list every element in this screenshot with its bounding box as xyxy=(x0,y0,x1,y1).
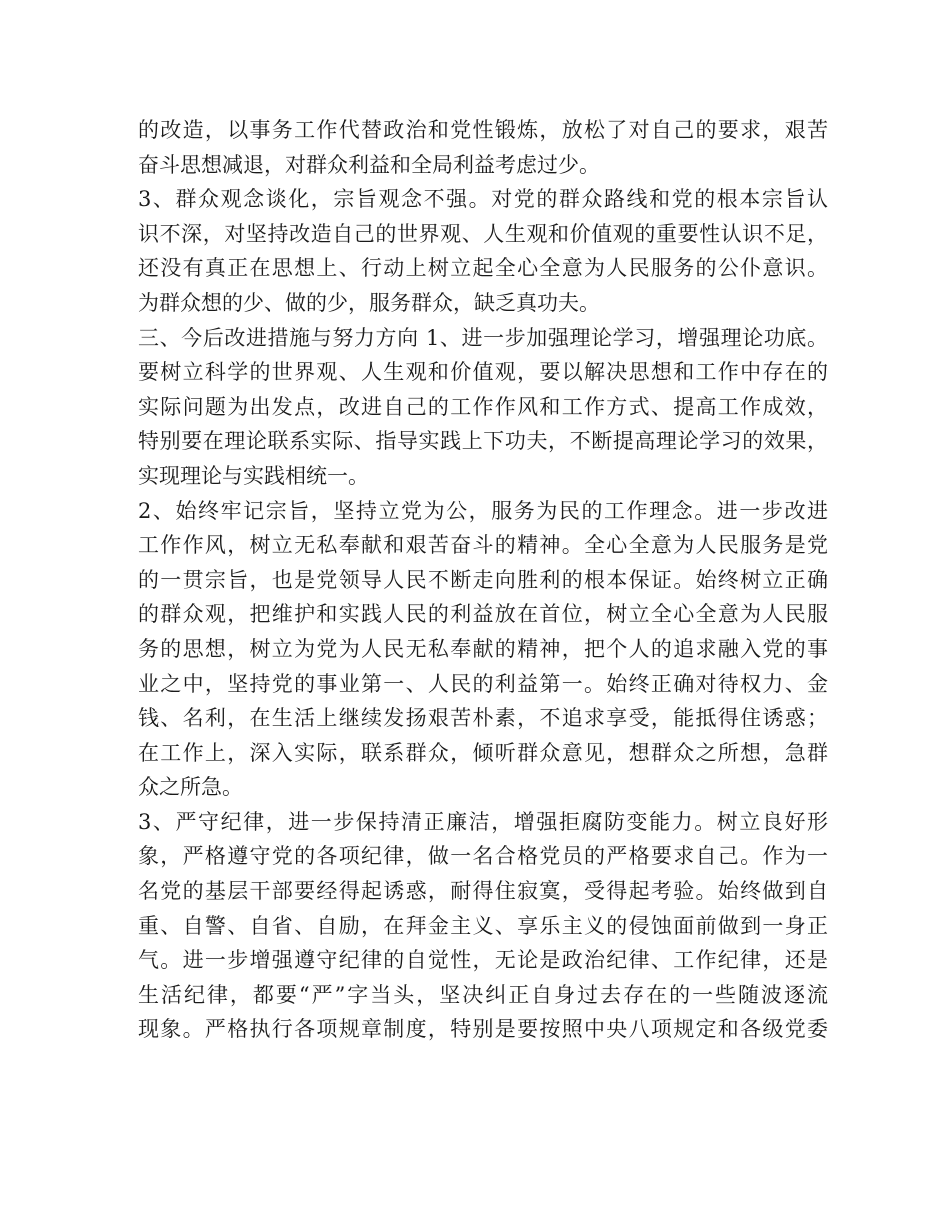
text-line: 要树立科学的世界观、人生观和价值观，要以解决思想和工作中存在的 xyxy=(138,360,828,385)
text-line: 象，严格遵守党的各项纪律，做一名合格党员的严格要求自己。作为一 xyxy=(138,844,828,869)
text-line: 的一贯宗旨，也是党领导人民不断走向胜利的根本保证。始终树立正确 xyxy=(138,567,828,592)
text-line: 工作作风，树立无私奉献和艰苦奋斗的精神。全心全意为人民服务是党 xyxy=(138,533,828,558)
text-line: 的群众观，把维护和实践人民的利益放在首位，树立全心全意为人民服 xyxy=(138,602,828,627)
text-line: 奋斗思想减退，对群众利益和全局利益考虑过少。 xyxy=(138,152,600,177)
text-line: 2、始终牢记宗旨，坚持立党为公，服务为民的工作理念。进一步改进 xyxy=(138,498,828,523)
text-line: 业之中，坚持党的事业第一、人民的利益第一。始终正确对待权力、金 xyxy=(138,671,828,696)
text-line: 3、严守纪律，进一步保持清正廉洁，增强拒腐防变能力。树立良好形 xyxy=(138,809,828,834)
text-line: 实际问题为出发点，改进自己的工作作风和工作方式、提高工作成效， xyxy=(138,394,828,419)
text-line: 三、今后改进措施与努力方向 1、进一步加强理论学习，增强理论功底。 xyxy=(138,325,828,350)
text-line: 在工作上，深入实际，联系群众，倾听群众意见，想群众之所想，急群 xyxy=(138,740,828,765)
text-line: 现象。严格执行各项规章制度，特别是要按照中央八项规定和各级党委 xyxy=(138,1017,828,1042)
text-line: 重、自警、自省、自励，在拜金主义、享乐主义的侵蚀面前做到一身正 xyxy=(138,913,828,938)
text-line: 气。进一步增强遵守纪律的自觉性，无论是政治纪律、工作纪律，还是 xyxy=(138,948,828,973)
text-line: 还没有真正在思想上、行动上树立起全心全意为人民服务的公仆意识。 xyxy=(138,256,828,281)
text-line: 众之所急。 xyxy=(138,775,243,800)
text-line: 特别要在理论联系实际、指导实践上下功夫，不断提高理论学习的效果， xyxy=(138,429,828,454)
text-line: 名党的基层干部要经得起诱惑，耐得住寂寞，受得起考验。始终做到自 xyxy=(138,879,828,904)
text-line: 的改造，以事务工作代替政治和党性锻炼，放松了对自己的要求，艰苦 xyxy=(138,118,828,142)
text-line: 钱、名利，在生活上继续发扬艰苦朴素，不追求享受，能抵得住诱惑； xyxy=(138,706,828,731)
text-line: 生活纪律，都要“严”字当头，坚决纠正自身过去存在的一些随波逐流 xyxy=(138,982,828,1007)
text-line: 为群众想的少、做的少，服务群众，缺乏真功夫。 xyxy=(138,290,600,315)
document-body-text xyxy=(138,113,828,1047)
text-line: 3、群众观念谈化，宗旨观念不强。对党的群众路线和党的根本宗旨认 xyxy=(138,187,828,212)
text-line: 实现理论与实践相统一。 xyxy=(138,463,369,488)
text-line: 务的思想，树立为党为人民无私奉献的精神，把个人的追求融入党的事 xyxy=(138,636,828,661)
text-line: 识不深，对坚持改造自己的世界观、人生观和价值观的重要性认识不足， xyxy=(138,221,828,246)
